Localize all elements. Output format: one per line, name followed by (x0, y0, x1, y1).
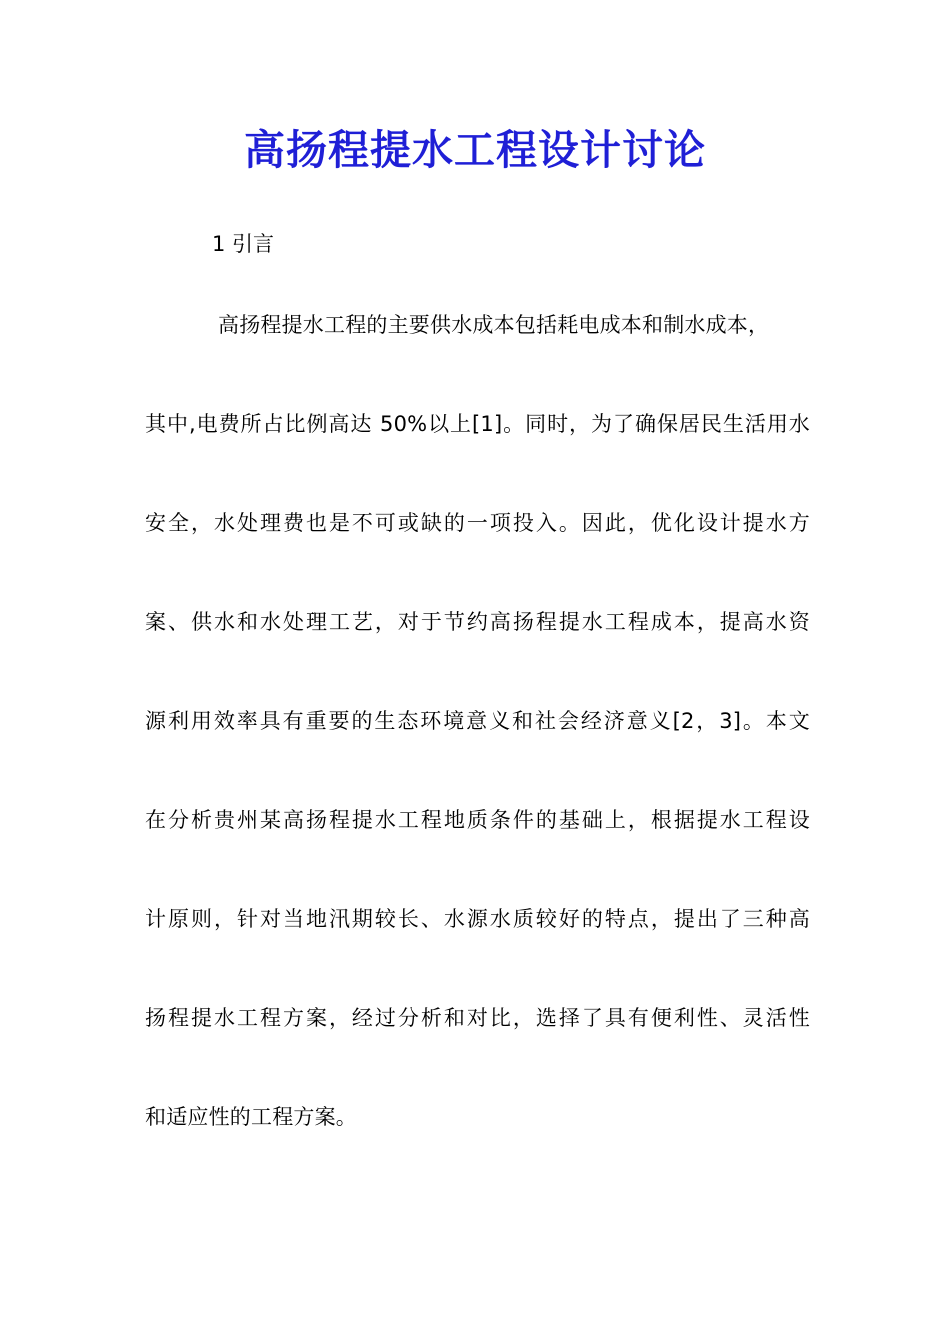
paragraph-line: 其中,电费所占比例高达 50%以上[1]。同时，为了确保居民生活用水 (145, 412, 810, 436)
section-heading: 1 引言 (212, 232, 275, 256)
paragraph-line: 在分析贵州某高扬程提水工程地质条件的基础上，根据提水工程设 (145, 808, 810, 832)
document-title: 高扬程提水工程设计讨论 (244, 126, 706, 174)
paragraph-line: 和适应性的工程方案。 (145, 1105, 357, 1129)
paragraph-line: 高扬程提水工程的主要供水成本包括耗电成本和制水成本， (218, 313, 770, 337)
paragraph-line: 安全，水处理费也是不可或缺的一项投入。因此，优化设计提水方 (145, 511, 810, 535)
paragraph-line: 源利用效率具有重要的生态环境意义和社会经济意义[2，3]。本文 (145, 709, 810, 733)
paragraph-line: 扬程提水工程方案，经过分析和对比，选择了具有便利性、灵活性 (145, 1006, 810, 1030)
paragraph-line: 案、供水和水处理工艺，对于节约高扬程提水工程成本，提高水资 (145, 610, 810, 634)
paragraph-line: 计原则，针对当地汛期较长、水源水质较好的特点，提出了三种高 (145, 907, 810, 931)
